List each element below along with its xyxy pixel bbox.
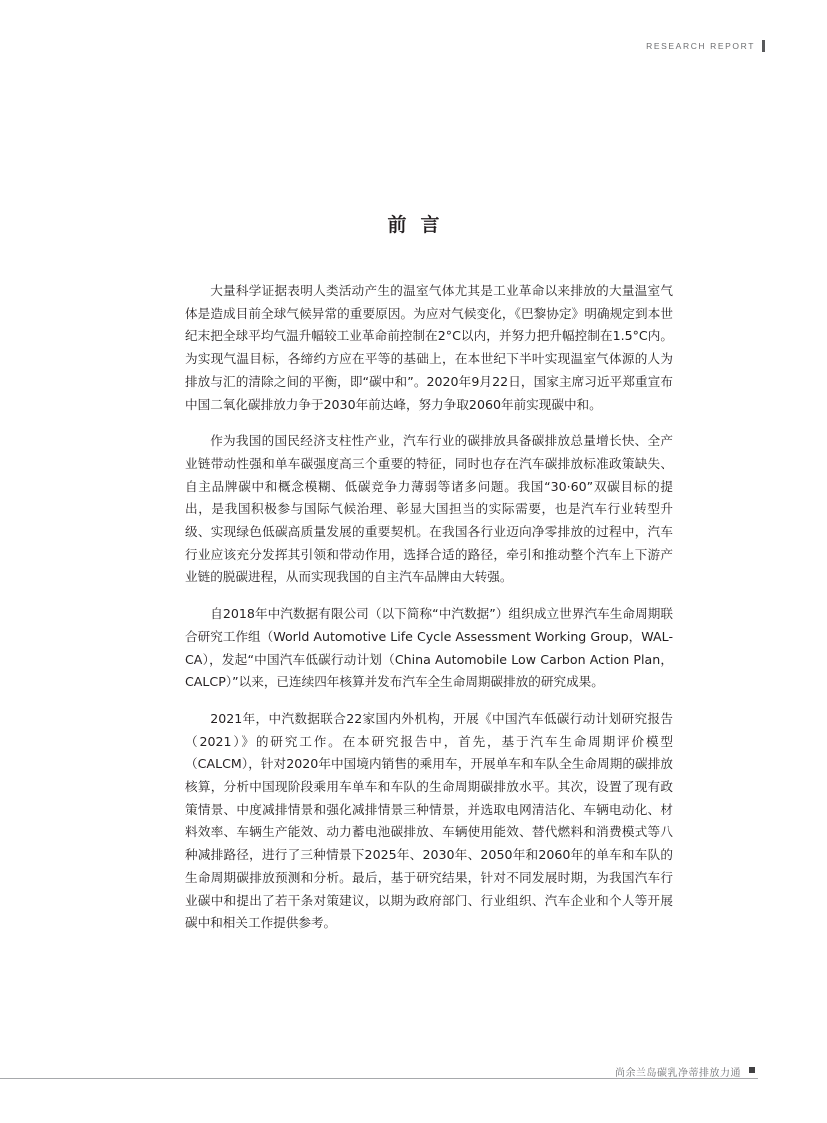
paragraph-4: 2021年，中汽数据联合22家国内外机构，开展《中国汽车低碳行动计划研究报告（2021）》的研究工作。在本研究报告中，首先，基于汽车生命周期评价模型（CALCM），针对2020年中国境内销售的乘用车，开展单车和车队全生命周期的碳排放核算，分析中国现阶段乘用车单车和车队的生命周期碳排放水平。其次，设置了现有政策情景、中度减排情景和强化减排情景三种情景，并选取电网清洁化、车辆电动化、材料效率、车辆生产能效、动力蓄电池碳排放、车辆使用能效、替代燃料和消费模式等八种减排路径，进行了三种情景下2025年、2030年、2050年和2060年的单车和车队的生命周期碳排放预测和分析。最后，基于研究结果，针对不同发展时期，为我国汽车行业碳中和提出了若干条对策建议，以期为政府部门、行业组织、汽车企业和个人等开展碳中和相关工作提供参考。 bbox=[185, 710, 673, 931]
paragraph-3: 自2018年中汽数据有限公司（以下简称“中汽数据”）组织成立世界汽车生命周期联合研究工作组（World Automotive Life Cycle Assessment Working Group，WAL-CA），发起“中国汽车低碳行动计划（China Automobile Low Carbon Action Plan，CALCP）”以来，已连续四年核算并发布汽车全生命周期碳排放的研究成果。 bbox=[185, 606, 673, 690]
header-divider-bar bbox=[762, 40, 765, 52]
footer-running-title: 尚余兰岛碳乳净蒂排放力通 bbox=[615, 1068, 741, 1079]
page-title: 前言 bbox=[387, 214, 454, 236]
footer-marker-square bbox=[749, 1067, 755, 1073]
paragraph-1: 大量科学证据表明人类活动产生的温室气体尤其是工业革命以来排放的大量温室气体是造成目前全球气候异常的重要原因。为应对气候变化，《巴黎协定》明确规定到本世纪末把全球平均气温升幅较工业革命前控制在2°C以内，并努力把升幅控制在1.5°C内。为实现气温目标，各缔约方应在平等的基础上，在本世纪下半叶实现温室气体源的人为排放与汇的清除之间的平衡，即“碳中和”。2020年9月22日，国家主席习近平郑重宣布中国二氧化碳排放力争于2030年前达峰，努力争取2060年前实现碳中和。 bbox=[185, 283, 673, 412]
paragraph-2: 作为我国的国民经济支柱性产业，汽车行业的碳排放具备碳排放总量增长快、全产业链带动性强和单车碳强度高三个重要的特征，同时也存在汽车碳排放标准政策缺失、自主品牌碳中和概念模糊、低碳竞争力薄弱等诸多问题。我国“30·60”双碳目标的提出，是我国积极参与国际气候治理、彰显大国担当的实际需要，也是汽车行业转型升级、实现绿色低碳高质量发展的重要契机。在我国各行业迈向净零排放的过程中，汽车行业应该充分发挥其引领和带动作用，选择合适的路径，牵引和推动整个汽车上下游产业链的脱碳进程，从而实现我国的自主汽车品牌由大转强。 bbox=[185, 433, 673, 585]
preface-body bbox=[185, 280, 673, 949]
report-header-label: RESEARCH REPORT bbox=[646, 41, 755, 51]
